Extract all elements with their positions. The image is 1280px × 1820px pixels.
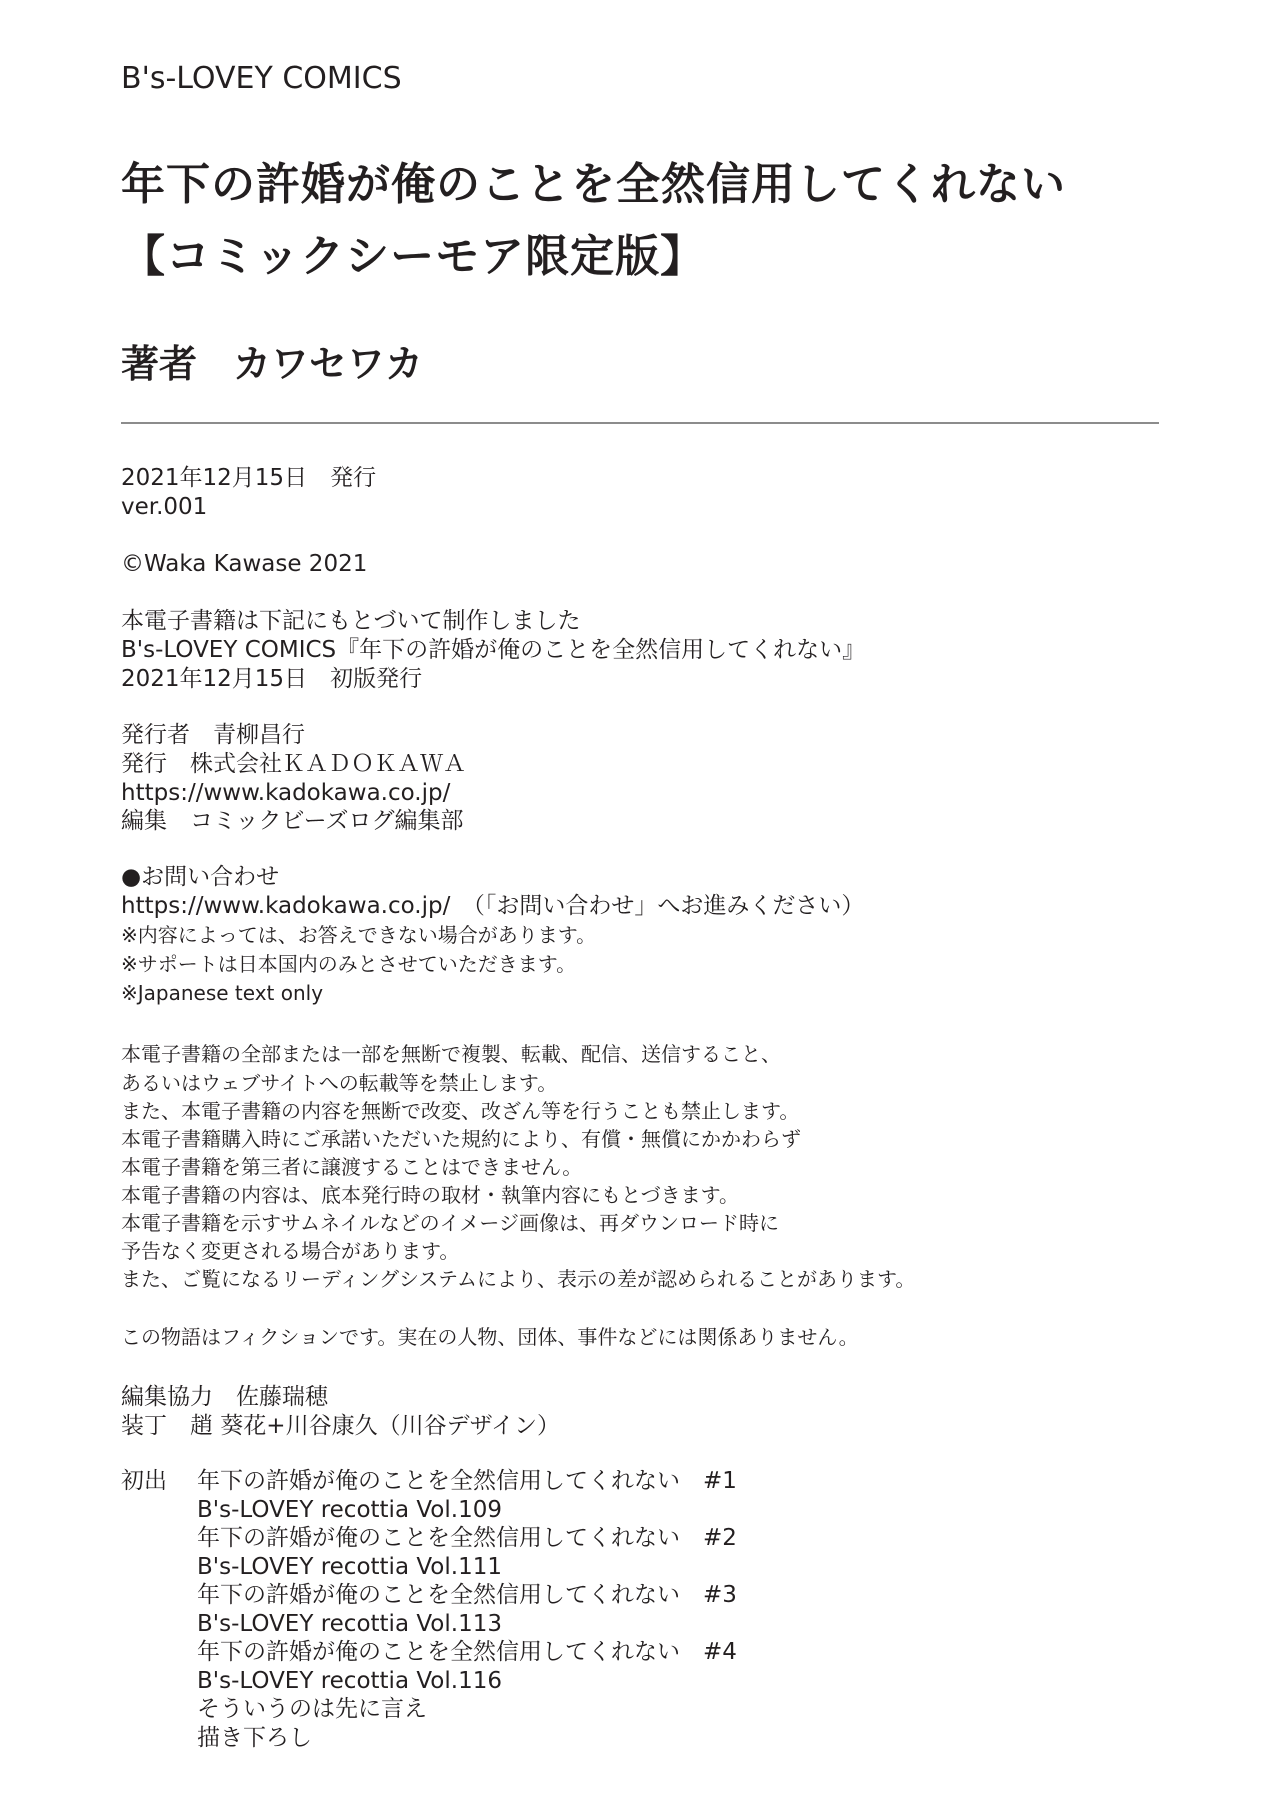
- first-appearance-line: B's-LOVEY recottia Vol.109: [197, 1497, 502, 1523]
- author-role: 著者: [121, 342, 198, 386]
- terms-line: 予告なく変更される場合があります。: [121, 1239, 460, 1263]
- terms-line: 本電子書籍の全部または一部を無断で複製、転載、配信、送信すること、: [121, 1042, 781, 1066]
- terms-line: あるいはウェブサイトへの転載等を禁止します。: [121, 1071, 558, 1095]
- terms-line: 本電子書籍購入時にご承諾いただいた規約により、有償・無償にかかわらず: [121, 1127, 801, 1151]
- credit-line: 装丁 趙 葵花+川谷康久（川谷デザイン）: [121, 1413, 560, 1439]
- terms-line: 本電子書籍を示すサムネイルなどのイメージ画像は、再ダウンロード時に: [121, 1211, 779, 1235]
- book-title-line-2: 【コミックシーモア限定版】: [121, 231, 706, 282]
- first-appearance-line: そういうのは先に言え: [197, 1696, 427, 1722]
- terms-line: 本電子書籍の内容は、底本発行時の取材・執筆内容にもとづきます。: [121, 1183, 739, 1207]
- divider: [121, 422, 1159, 424]
- copyright: ©Waka Kawase 2021: [121, 551, 368, 577]
- first-appearance-line: B's-LOVEY recottia Vol.113: [197, 1611, 502, 1637]
- book-title-line-1: 年下の許婚が俺のことを全然信用してくれない: [121, 159, 1066, 210]
- source-note: B's-LOVEY COMICS『年下の許婚が俺のことを全然信用してくれない』: [121, 637, 866, 663]
- publisher-line: 発行者 青柳昌行: [121, 722, 305, 748]
- source-note: 2021年12月15日 初版発行: [121, 666, 423, 692]
- first-appearance-line: B's-LOVEY recottia Vol.111: [197, 1554, 502, 1580]
- version: ver.001: [121, 494, 208, 520]
- publisher-line: 発行 株式会社ＫＡＤＯＫＡＷＡ: [121, 751, 466, 777]
- source-note: 本電子書籍は下記にもとづいて制作しました: [121, 608, 581, 634]
- terms-line: 本電子書籍を第三者に譲渡することはできません。: [121, 1155, 583, 1179]
- first-appearance-line: 年下の許婚が俺のことを全然信用してくれない #3: [197, 1582, 737, 1608]
- inquiry-note: ※Japanese text only: [121, 981, 324, 1005]
- terms-line: また、ご覧になるリーディングシステムにより、表示の差が認められることがあります。: [121, 1267, 916, 1291]
- fiction-notice: この物語はフィクションです。実在の人物、団体、事件などには関係ありません。: [121, 1325, 859, 1349]
- publisher-url[interactable]: https://www.kadokawa.co.jp/: [121, 780, 451, 806]
- series-label: B's-LOVEY COMICS: [121, 61, 402, 96]
- author-line: [121, 343, 423, 387]
- first-appearance-line: 年下の許婚が俺のことを全然信用してくれない #2: [197, 1525, 737, 1551]
- inquiry-note: ※内容によっては、お答えできない場合があります。: [121, 923, 597, 947]
- publisher-line: 編集 コミックビーズログ編集部: [121, 808, 464, 834]
- first-appearance-line: 年下の許婚が俺のことを全然信用してくれない #4: [197, 1639, 737, 1665]
- first-appearance-line: B's-LOVEY recottia Vol.116: [197, 1668, 502, 1694]
- credit-line: 編集協力 佐藤瑞穂: [121, 1384, 328, 1410]
- first-appearance-label: 初出: [121, 1468, 167, 1494]
- inquiry-note: ※サポートは日本国内のみとさせていただきます。: [121, 952, 577, 976]
- inquiry-heading: ●お問い合わせ: [121, 864, 280, 890]
- first-appearance-line: 年下の許婚が俺のことを全然信用してくれない #1: [197, 1468, 737, 1494]
- inquiry-url[interactable]: https://www.kadokawa.co.jp/ （「お問い合わせ」へお進みください）: [121, 893, 865, 919]
- author-name: カワセワカ: [233, 342, 424, 386]
- first-appearance-line: 描き下ろし: [197, 1725, 312, 1751]
- terms-line: また、本電子書籍の内容を無断で改変、改ざん等を行うことも禁止します。: [121, 1099, 800, 1123]
- publish-date: 2021年12月15日 発行: [121, 465, 377, 491]
